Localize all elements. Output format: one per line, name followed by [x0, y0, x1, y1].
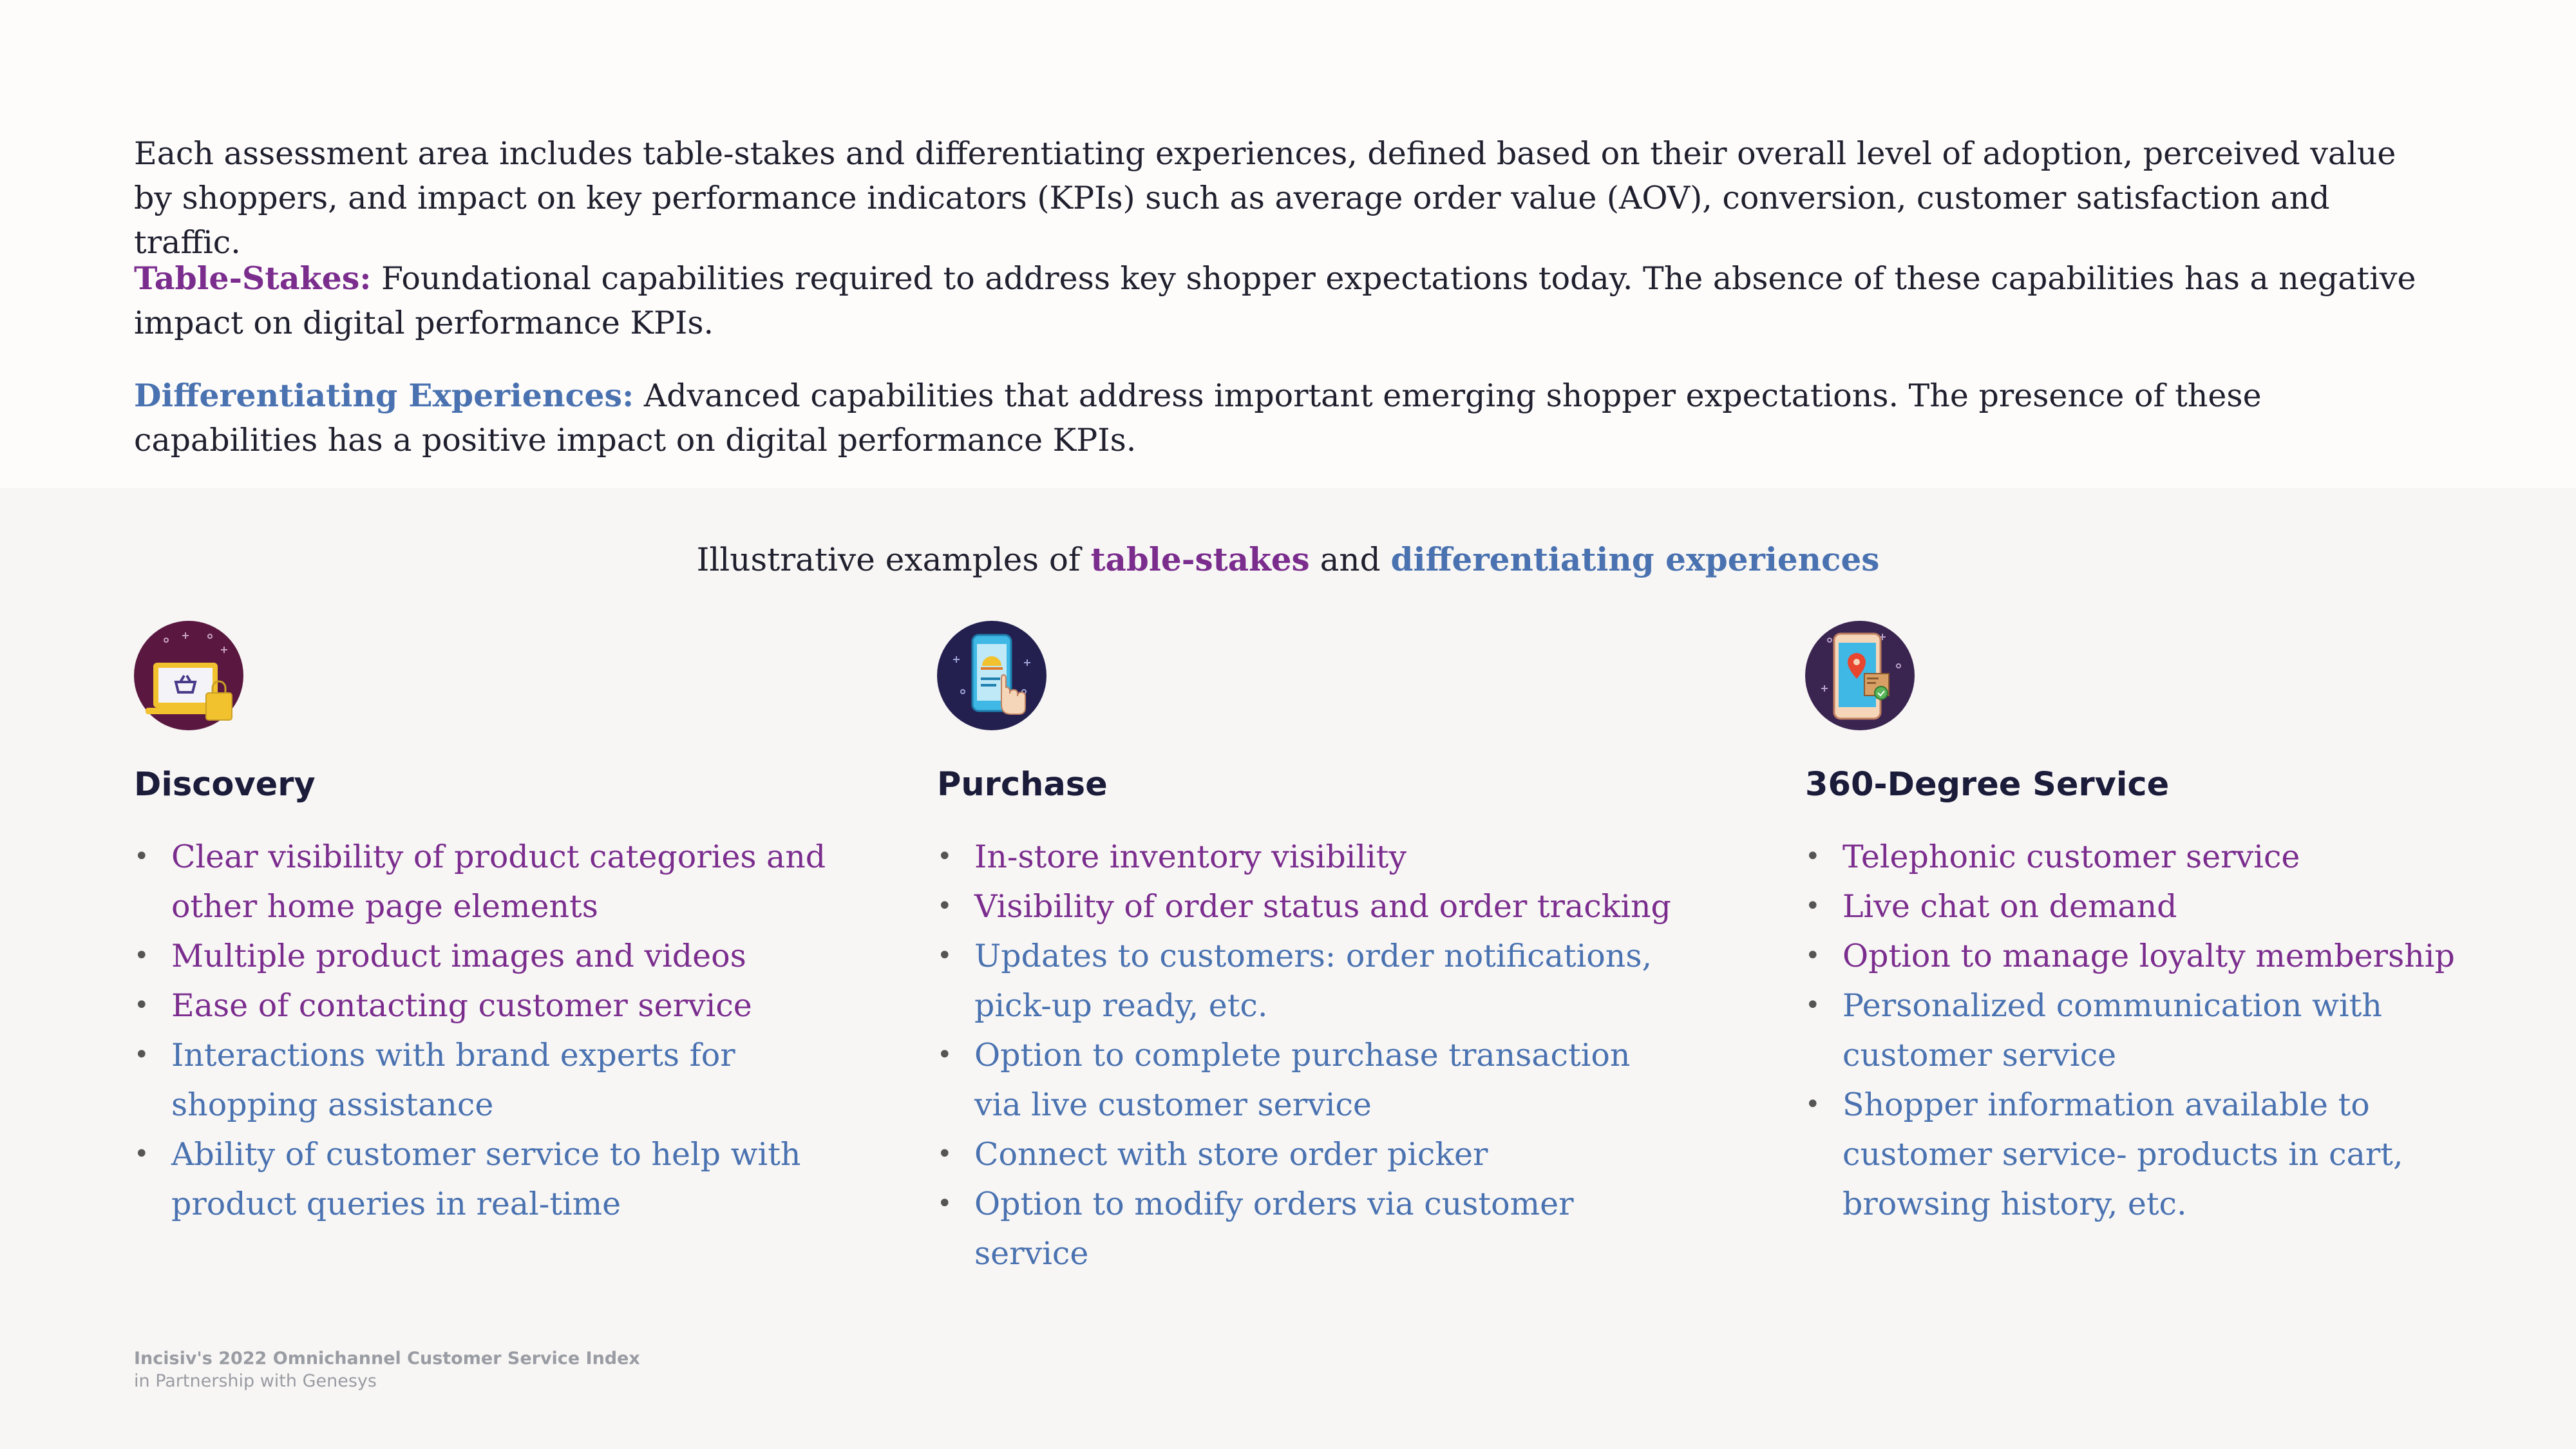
column-title: Discovery — [134, 766, 316, 804]
list-item: • Telephonic customer service — [1805, 838, 2300, 875]
list-item: • In-store inventory visibility — [937, 838, 1407, 875]
list-item: • Updates to customers: order notifications, pick-up ready, etc. — [937, 938, 1653, 1024]
differentiating-definition — [134, 374, 2427, 462]
column-discovery — [134, 621, 829, 1222]
list-item: • Multiple product images and videos — [134, 938, 746, 974]
list-item: • Interactions with brand experts for shopping assistance — [134, 1037, 735, 1123]
intro-section — [0, 0, 2576, 488]
list-item: • Connect with store order picker — [937, 1136, 1488, 1173]
list-item: • Option to manage loyalty membership — [1805, 938, 2455, 974]
examples-heading — [0, 537, 2576, 582]
table-stakes-text: Foundational capabilities required to address key shopper expectations today. The absence of these capabilities has a negative impact on digital performance KPIs. — [134, 260, 2416, 341]
list-item: • Option to modify orders via customer service — [937, 1186, 1574, 1272]
intro-paragraph: Each assessment area includes table-stakes and differentiating experiences, defined based on their overall level of adoption, perceived value by shoppers, and impact on key performance indicators (KPIs) such as average order value (AOV), conversion, customer satisfaction and traffic. — [134, 135, 2396, 261]
list-item: • Shopper information available to customer service- products in cart, browsing history, etc. — [1805, 1086, 2403, 1222]
footer-subtitle: in Partnership with Genesys — [134, 1371, 377, 1391]
list-item: • Ease of contacting customer service — [134, 987, 752, 1024]
list-item: • Personalized communication with customer service — [1805, 987, 2382, 1074]
examples-and: and — [1309, 541, 1391, 578]
list-item: • Option to complete purchase transaction via live customer service — [937, 1037, 1631, 1123]
column-title: Purchase — [937, 766, 1108, 804]
examples-differentiating: differentiating experiences — [1390, 540, 1880, 578]
discovery-list — [134, 832, 829, 1229]
differentiating-text: Advanced capabilities that address important emerging shopper expectations. The presence of these capabilities has a positive impact on digital performance KPIs. — [134, 377, 2262, 459]
table-stakes-label: Table-Stakes: — [134, 260, 372, 297]
column-title: 360-Degree Service — [1805, 766, 2170, 804]
column-360-service — [1805, 621, 2514, 1222]
footer-title: Incisiv's 2022 Omnichannel Customer Service Index — [134, 1349, 640, 1368]
list-item: • Live chat on demand — [1805, 888, 2177, 925]
list-item: • Ability of customer service to help with product queries in real-time — [134, 1136, 801, 1222]
examples-prefix: Illustrative examples of — [696, 541, 1091, 578]
list-item: • Visibility of order status and order tracking — [937, 888, 1671, 925]
purchase-list — [937, 832, 1678, 1278]
examples-table-stakes: table-stakes — [1090, 540, 1310, 578]
column-purchase — [937, 621, 1678, 1272]
list-item: • Clear visibility of product categories and other home page elements — [134, 838, 826, 925]
laptop-basket-icon — [134, 621, 243, 730]
mobile-tap-icon — [937, 621, 1046, 730]
footer — [134, 1347, 640, 1392]
differentiating-label: Differentiating Experiences: — [134, 377, 634, 414]
table-stakes-definition — [134, 256, 2427, 345]
service-list — [1805, 832, 2514, 1229]
mobile-location-icon — [1805, 621, 1915, 730]
